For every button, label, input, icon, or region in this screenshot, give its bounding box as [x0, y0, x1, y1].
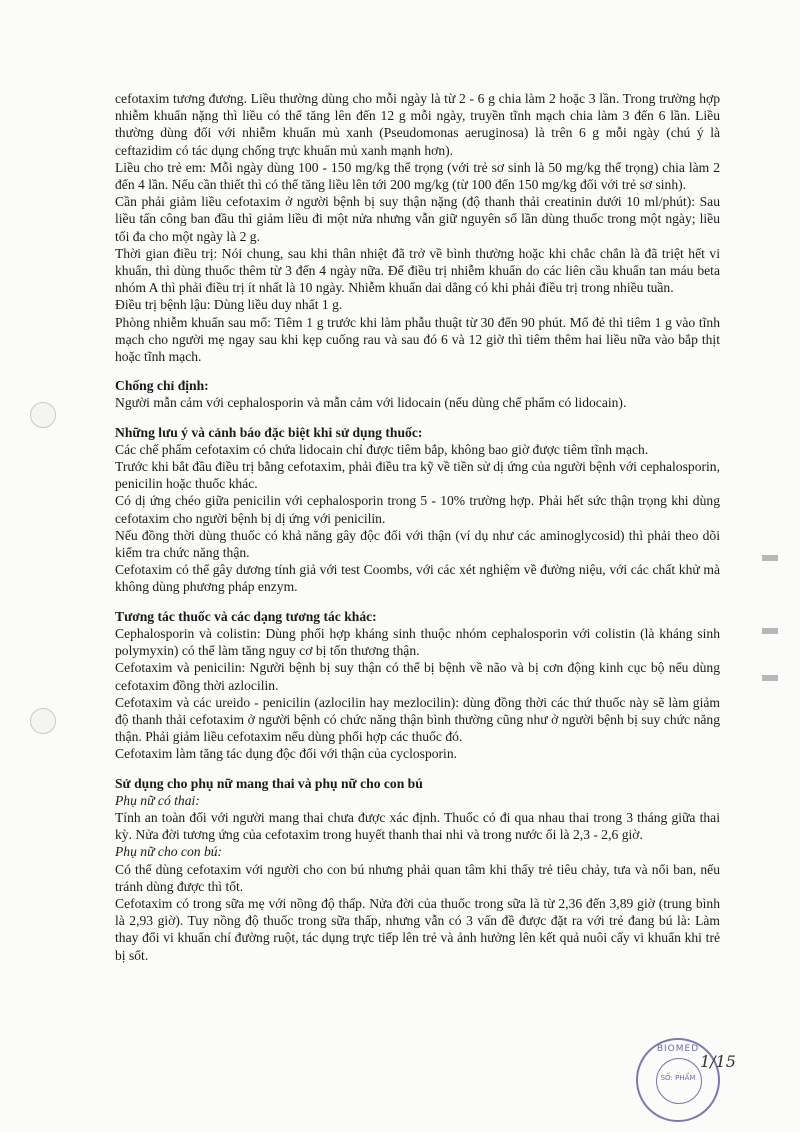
edge-scan-mark: [762, 555, 778, 561]
warning-item: Cefotaxim có thể gây dương tính giả với test Coombs, với các xét nghiệm về đường niệu, với các chất khử mà không dùng phương pháp enzym.: [115, 562, 720, 595]
warning-item: Nếu đồng thời dùng thuốc có khả năng gây độc đối với thận (ví dụ như các aminoglycosid) thì phải theo dõi kiểm tra chức năng thận.: [115, 527, 720, 561]
nursing-item: Cefotaxim có trong sữa mẹ với nồng độ thấp. Nửa đời của thuốc trong sữa là từ 2,36 đến 3,89 giờ (trung bình là 2,93 giờ). Tuy nồng độ thuốc trong sữa thấp, nhưng vẫn có 3 vấn đề được đặt ra với trẻ đang bú là: Làm thay đổi vi khuẩn chí đường ruột, tác dụng trực tiếp lên trẻ và ảnh hưởng lên kết quả nuôi cấy vi khuẩn khi trẻ bị sốt.: [115, 895, 720, 963]
child-dosage-paragraph: Liều cho trẻ em: Mỗi ngày dùng 100 - 150 mg/kg thể trọng (với trẻ sơ sinh là 50 mg/kg thể trọng) chia làm 2 đến 4 lần. Nếu cần thiết thì có thể tăng liều lên tới 200 mg/kg (từ 100 đến 150 mg/kg đối với trẻ sơ sinh).: [115, 159, 720, 193]
nursing-item: Có thể dùng cefotaxim với người cho con bú nhưng phải quan tâm khi thấy trẻ tiêu chảy, tưa và nổi ban, nếu tránh dùng được thì tốt.: [115, 861, 720, 894]
punch-hole-top: [30, 402, 56, 428]
warning-item: Có dị ứng chéo giữa penicilin với cephalosporin trong 5 - 10% trường hợp. Phải hết sức thận trọng khi dùng cefotaxim cho người bệnh bị dị ứng với penicilin.: [115, 493, 720, 526]
page-signature: 1/15: [700, 1052, 736, 1071]
contraindications-text: Người mẫn cảm với cephalosporin và mẫn cảm với lidocain (nếu dùng chế phẩm có lidocain).: [115, 395, 627, 411]
interaction-item: Cefotaxim và penicilin: Người bệnh bị suy thận có thể bị bệnh về não và bị cơn động kinh cục bộ nếu dùng cefotaxim đồng thời azlocilin.: [115, 660, 720, 693]
interaction-item: Cefotaxim làm tăng tác dụng độc đối với thận của cyclosporin.: [115, 746, 458, 762]
punch-hole-bottom: [30, 708, 56, 734]
nursing-subheading: Phụ nữ cho con bú:: [115, 844, 223, 860]
pregnant-subheading: Phụ nữ có thai:: [115, 792, 200, 808]
edge-scan-mark: [762, 675, 778, 681]
renal-dosage-paragraph: Cần phải giảm liều cefotaxim ở người bệnh bị suy thận nặng (độ thanh thải creatinin dưới 10 ml/phút): Sau liều tấn công ban đầu thì giảm liều đi một nửa nhưng vẫn giữ nguyên số lần dùng thuốc trong một ngày; liều tối đa cho một ngày là 2 g.: [115, 194, 720, 244]
contraindications-heading: Chống chỉ định:: [115, 378, 209, 394]
pregnant-text: Tính an toàn đối với người mang thai chưa được xác định. Thuốc có đi qua nhau thai trong 3 tháng giữa thai kỳ. Nửa đời tương ứng của cefotaxim trong huyết thanh thai nhi và trong nước ối là 2,3 - 2,6 giờ.: [115, 809, 720, 843]
postop-paragraph: Phòng nhiễm khuẩn sau mổ: Tiêm 1 g trước khi làm phẫu thuật từ 30 đến 90 phút. Mổ đẻ thì tiêm 1 g vào tĩnh mạch cho người mẹ ngay sau khi kẹp cuống rau và sau đó 6 và 12 giờ thì tiêm thêm hai liều nữa vào bắp thịt hoặc tĩnh mạch.: [115, 314, 720, 365]
stamp-center-text: SỐ: PHẨM: [660, 1074, 696, 1082]
warning-item: Trước khi bắt đầu điều trị bằng cefotaxim, phải điều tra kỹ về tiền sử dị ứng của người bệnh với cephalosporin, penicilin hoặc thuốc khác.: [115, 459, 720, 492]
warnings-heading: Những lưu ý và cảnh báo đặc biệt khi sử dụng thuốc:: [115, 424, 423, 440]
pregnancy-heading: Sử dụng cho phụ nữ mang thai và phụ nữ cho con bú: [115, 775, 423, 791]
interactions-heading: Tương tác thuốc và các dạng tương tác khác:: [115, 608, 377, 624]
edge-scan-mark: [762, 628, 778, 634]
warning-item: Các chế phẩm cefotaxim có chứa lidocain chỉ được tiêm bắp, không bao giờ được tiêm tĩnh mạch.: [115, 441, 649, 457]
duration-paragraph: Thời gian điều trị: Nói chung, sau khi thân nhiệt đã trở về bình thường hoặc khi chắc chắn là đã triệt hết vi khuẩn, thì dùng thuốc thêm từ 3 đến 4 ngày nữa. Để điều trị nhiễm khuẩn do các liên cầu khuẩn tan máu beta nhóm A thì phải điều trị ít nhất là 10 ngày. Nhiễm khuẩn dai dẳng có khi phải điều trị trong nhiều tuần.: [115, 245, 720, 296]
document-page: [115, 90, 720, 964]
stamp-ring-text: BIOMED: [656, 1044, 700, 1054]
company-stamp: [636, 1038, 720, 1122]
dosage-paragraph: cefotaxim tương đương. Liều thường dùng cho mỗi ngày là từ 2 - 6 g chia làm 2 hoặc 3 lần. Trong trường hợp nhiễm khuẩn nặng thì liều có thể tăng lên đến 12 g mỗi ngày, truyền tĩnh mạch chia làm 3 đến 6 lần. Liều thường dùng đối với nhiễm khuẩn mủ xanh (Pseudomonas aeruginosa) là trên 6 g mỗi ngày (chú ý là ceftazidim có tác dụng chống trực khuẩn mủ xanh mạnh hơn).: [115, 91, 720, 158]
interaction-item: Cefotaxim và các ureido - penicilin (azlocilin hay mezlocilin): dùng đồng thời các thứ thuốc này sẽ làm giảm độ thanh thải cefotaxim ở người bệnh có chức năng thận bình thường cũng như ở người bệnh bị suy chức năng thận. Phải giảm liều cefotaxim nếu dùng phối hợp các thuốc đó.: [115, 694, 720, 745]
gonorrhea-paragraph: Điều trị bệnh lậu: Dùng liều duy nhất 1 g.: [115, 297, 343, 313]
interaction-item: Cephalosporin và colistin: Dùng phối hợp kháng sinh thuộc nhóm cephalosporin với colistin (là kháng sinh polymyxin) có thể làm tăng nguy cơ bị tổn thương thận.: [115, 625, 720, 659]
